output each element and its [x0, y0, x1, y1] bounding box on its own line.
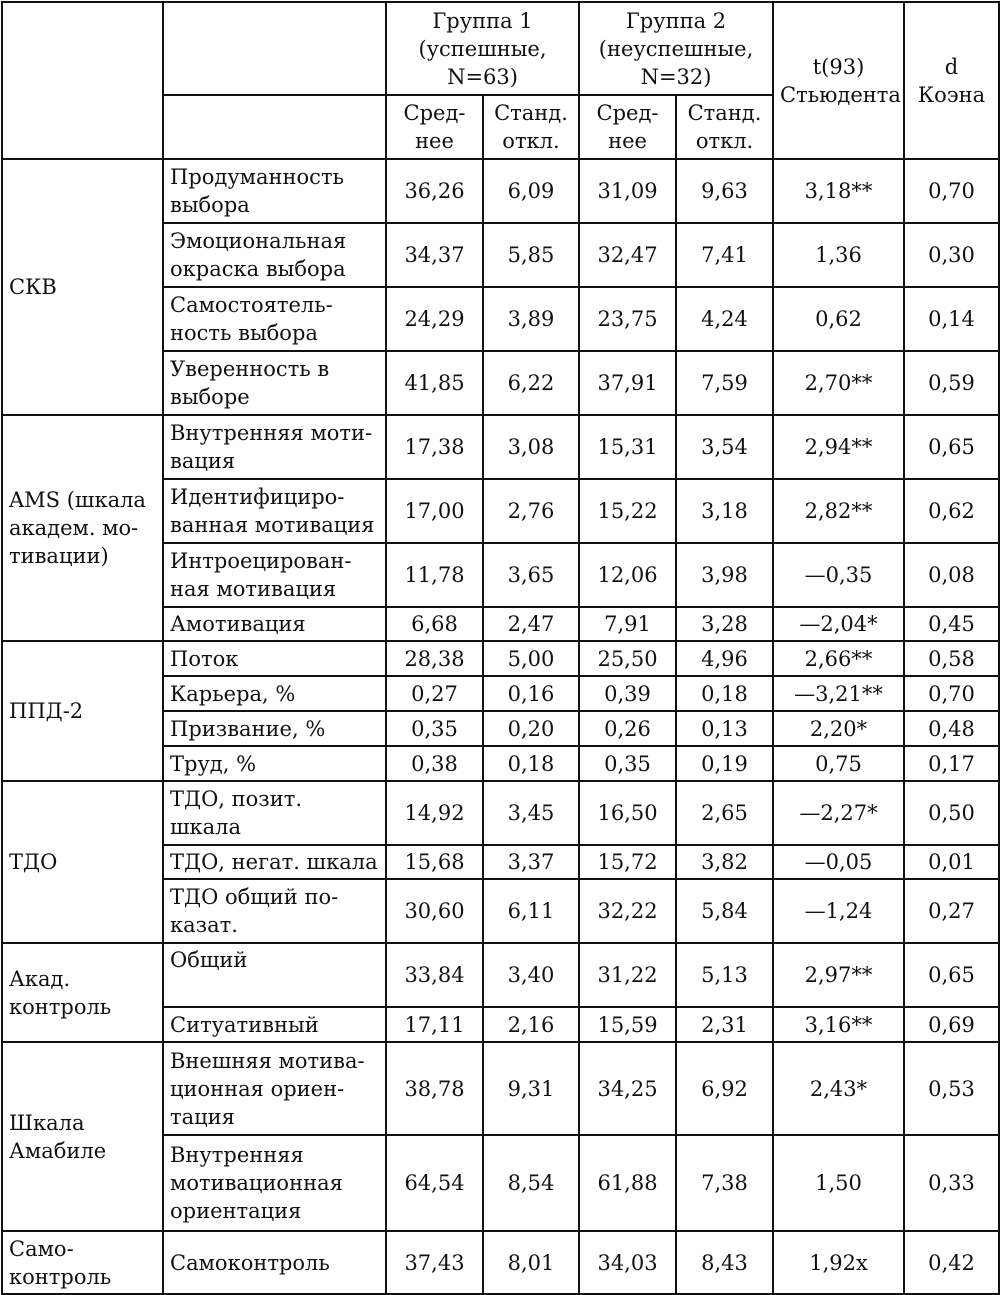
d-value: 0,50 — [904, 781, 999, 845]
d-value: 0,14 — [904, 287, 999, 351]
t-value: 2,43* — [773, 1042, 904, 1135]
sd-group1: 0,20 — [483, 711, 579, 746]
d-value: 0,48 — [904, 711, 999, 746]
sd-group2: 3,18 — [676, 479, 773, 543]
d-value: 0,27 — [904, 879, 999, 943]
group-label: ТДО — [2, 781, 163, 943]
mean-group2: 16,50 — [579, 781, 676, 845]
t-value: 2,70** — [773, 351, 904, 415]
scale-name: Внешняя мотива- ционная ориен- тация — [163, 1042, 386, 1135]
scale-name: Уверенность в выборе — [163, 351, 386, 415]
sd-group1: 3,89 — [483, 287, 579, 351]
scale-name: Идентифициро- ванная мотивация — [163, 479, 386, 543]
group-label: AMS (шкала академ. мо- тивации) — [2, 415, 163, 641]
table-row — [2, 943, 999, 1007]
mean-group2: 25,50 — [579, 641, 676, 676]
sd-group1: 3,37 — [483, 845, 579, 879]
mean-group2: 12,06 — [579, 543, 676, 607]
t-value: —1,24 — [773, 879, 904, 943]
table-row — [2, 641, 999, 676]
mean-group1: 24,29 — [386, 287, 483, 351]
sd-group2: 3,28 — [676, 607, 773, 641]
mean-group1: 14,92 — [386, 781, 483, 845]
sd-group2: 5,84 — [676, 879, 773, 943]
group-label: Акад. контроль — [2, 943, 163, 1042]
scale-name: ТДО общий по- казат. — [163, 879, 386, 943]
sd-group1: 6,22 — [483, 351, 579, 415]
d-value: 0,65 — [904, 415, 999, 479]
sd-group1: 6,09 — [483, 159, 579, 223]
sd-group2: 4,96 — [676, 641, 773, 676]
sd-group1: 2,16 — [483, 1007, 579, 1042]
t-value: 2,66** — [773, 641, 904, 676]
sd-group2: 7,59 — [676, 351, 773, 415]
header-empty-group — [2, 2, 163, 159]
sd-group1: 8,54 — [483, 1135, 579, 1231]
t-value: 1,36 — [773, 223, 904, 287]
group-label: Шкала Амабиле — [2, 1042, 163, 1231]
header-group1: Группа 1 (успешные, N=63) — [386, 2, 579, 95]
mean-group1: 38,78 — [386, 1042, 483, 1135]
sd-group2: 0,19 — [676, 746, 773, 781]
scale-name: ТДО, позит. шкала — [163, 781, 386, 845]
d-value: 0,30 — [904, 223, 999, 287]
mean-group2: 15,59 — [579, 1007, 676, 1042]
mean-group1: 15,68 — [386, 845, 483, 879]
sd-group2: 7,38 — [676, 1135, 773, 1231]
header-t-student: t(93) Стьюдента — [773, 2, 904, 159]
scale-name: Интроецирован- ная мотивация — [163, 543, 386, 607]
scale-name: Эмоциональная окраска выбора — [163, 223, 386, 287]
t-value: —2,04* — [773, 607, 904, 641]
scale-name: Призвание, % — [163, 711, 386, 746]
t-value: —3,21** — [773, 676, 904, 711]
sd-group1: 2,47 — [483, 607, 579, 641]
sd-group1: 2,76 — [483, 479, 579, 543]
group-label: Само- контроль — [2, 1231, 163, 1294]
mean-group1: 0,35 — [386, 711, 483, 746]
sd-group2: 7,41 — [676, 223, 773, 287]
mean-group1: 0,38 — [386, 746, 483, 781]
mean-group2: 32,47 — [579, 223, 676, 287]
d-value: 0,70 — [904, 159, 999, 223]
mean-group2: 34,25 — [579, 1042, 676, 1135]
sd-group2: 4,24 — [676, 287, 773, 351]
sd-group1: 0,16 — [483, 676, 579, 711]
header-d-cohen: d Коэна — [904, 2, 999, 159]
scale-name: Самостоятель- ность выбора — [163, 287, 386, 351]
group-label: СКВ — [2, 159, 163, 415]
sd-group1: 6,11 — [483, 879, 579, 943]
d-value: 0,45 — [904, 607, 999, 641]
d-value: 0,01 — [904, 845, 999, 879]
sd-group2: 3,82 — [676, 845, 773, 879]
sd-group1: 0,18 — [483, 746, 579, 781]
t-value: 0,75 — [773, 746, 904, 781]
d-value: 0,69 — [904, 1007, 999, 1042]
t-value: 2,97** — [773, 943, 904, 1007]
table-row — [2, 1042, 999, 1135]
mean-group1: 34,37 — [386, 223, 483, 287]
mean-group1: 30,60 — [386, 879, 483, 943]
sd-group2: 8,43 — [676, 1231, 773, 1294]
t-value: —2,27* — [773, 781, 904, 845]
mean-group2: 23,75 — [579, 287, 676, 351]
t-value: 1,50 — [773, 1135, 904, 1231]
scale-name: Труд, % — [163, 746, 386, 781]
d-value: 0,42 — [904, 1231, 999, 1294]
d-value: 0,70 — [904, 676, 999, 711]
scale-name: ТДО, негат. шкала — [163, 845, 386, 879]
mean-group2: 34,03 — [579, 1231, 676, 1294]
mean-group1: 37,43 — [386, 1231, 483, 1294]
t-value: 0,62 — [773, 287, 904, 351]
t-value: —0,05 — [773, 845, 904, 879]
sd-group2: 3,98 — [676, 543, 773, 607]
header-row-1 — [2, 2, 999, 95]
t-value: 2,20* — [773, 711, 904, 746]
mean-group2: 15,22 — [579, 479, 676, 543]
scale-name: Продуманность выбора — [163, 159, 386, 223]
t-value: 3,18** — [773, 159, 904, 223]
mean-group1: 11,78 — [386, 543, 483, 607]
t-value: 2,82** — [773, 479, 904, 543]
header-mean-1: Сред- нее — [386, 95, 483, 159]
scale-name: Внутренняя моти- вация — [163, 415, 386, 479]
sd-group1: 8,01 — [483, 1231, 579, 1294]
scale-name: Карьера, % — [163, 676, 386, 711]
mean-group2: 15,72 — [579, 845, 676, 879]
sd-group2: 5,13 — [676, 943, 773, 1007]
sd-group2: 2,65 — [676, 781, 773, 845]
sd-group1: 9,31 — [483, 1042, 579, 1135]
mean-group2: 61,88 — [579, 1135, 676, 1231]
mean-group2: 31,22 — [579, 943, 676, 1007]
sd-group2: 6,92 — [676, 1042, 773, 1135]
d-value: 0,53 — [904, 1042, 999, 1135]
mean-group1: 17,38 — [386, 415, 483, 479]
mean-group1: 6,68 — [386, 607, 483, 641]
t-value: —0,35 — [773, 543, 904, 607]
header-sd-1: Станд. откл. — [483, 95, 579, 159]
table-row — [2, 415, 999, 479]
sd-group2: 0,13 — [676, 711, 773, 746]
t-value: 1,92x — [773, 1231, 904, 1294]
scale-name: Амотивация — [163, 607, 386, 641]
mean-group2: 0,39 — [579, 676, 676, 711]
sd-group2: 0,18 — [676, 676, 773, 711]
table-row — [2, 159, 999, 223]
scale-name: Самоконтроль — [163, 1231, 386, 1294]
d-value: 0,17 — [904, 746, 999, 781]
sd-group2: 2,31 — [676, 1007, 773, 1042]
d-value: 0,65 — [904, 943, 999, 1007]
header-empty-scale — [163, 2, 386, 95]
d-value: 0,08 — [904, 543, 999, 607]
d-value: 0,33 — [904, 1135, 999, 1231]
results-table — [1, 1, 1000, 1295]
mean-group1: 41,85 — [386, 351, 483, 415]
t-value: 2,94** — [773, 415, 904, 479]
mean-group1: 17,11 — [386, 1007, 483, 1042]
sd-group1: 5,85 — [483, 223, 579, 287]
mean-group1: 33,84 — [386, 943, 483, 1007]
scale-name: Внутренняя мотивационная ориентация — [163, 1135, 386, 1231]
mean-group1: 28,38 — [386, 641, 483, 676]
sd-group1: 5,00 — [483, 641, 579, 676]
sd-group2: 3,54 — [676, 415, 773, 479]
header-group2: Группа 2 (неуспешные, N=32) — [579, 2, 773, 95]
scale-name: Ситуативный — [163, 1007, 386, 1042]
header-sd-2: Станд. откл. — [676, 95, 773, 159]
mean-group2: 0,26 — [579, 711, 676, 746]
sd-group1: 3,65 — [483, 543, 579, 607]
d-value: 0,58 — [904, 641, 999, 676]
sd-group2: 9,63 — [676, 159, 773, 223]
mean-group1: 17,00 — [386, 479, 483, 543]
d-value: 0,62 — [904, 479, 999, 543]
scale-name: Общий — [163, 943, 386, 1007]
header-mean-2: Сред- нее — [579, 95, 676, 159]
table-row — [2, 1231, 999, 1294]
mean-group2: 7,91 — [579, 607, 676, 641]
sd-group1: 3,45 — [483, 781, 579, 845]
mean-group1: 0,27 — [386, 676, 483, 711]
mean-group2: 31,09 — [579, 159, 676, 223]
mean-group1: 36,26 — [386, 159, 483, 223]
group-label: ППД-2 — [2, 641, 163, 781]
sd-group1: 3,08 — [483, 415, 579, 479]
sd-group1: 3,40 — [483, 943, 579, 1007]
mean-group2: 15,31 — [579, 415, 676, 479]
d-value: 0,59 — [904, 351, 999, 415]
header-empty-scale-2 — [163, 95, 386, 159]
scale-name: Поток — [163, 641, 386, 676]
t-value: 3,16** — [773, 1007, 904, 1042]
mean-group2: 37,91 — [579, 351, 676, 415]
mean-group2: 32,22 — [579, 879, 676, 943]
table-row — [2, 781, 999, 845]
mean-group2: 0,35 — [579, 746, 676, 781]
mean-group1: 64,54 — [386, 1135, 483, 1231]
